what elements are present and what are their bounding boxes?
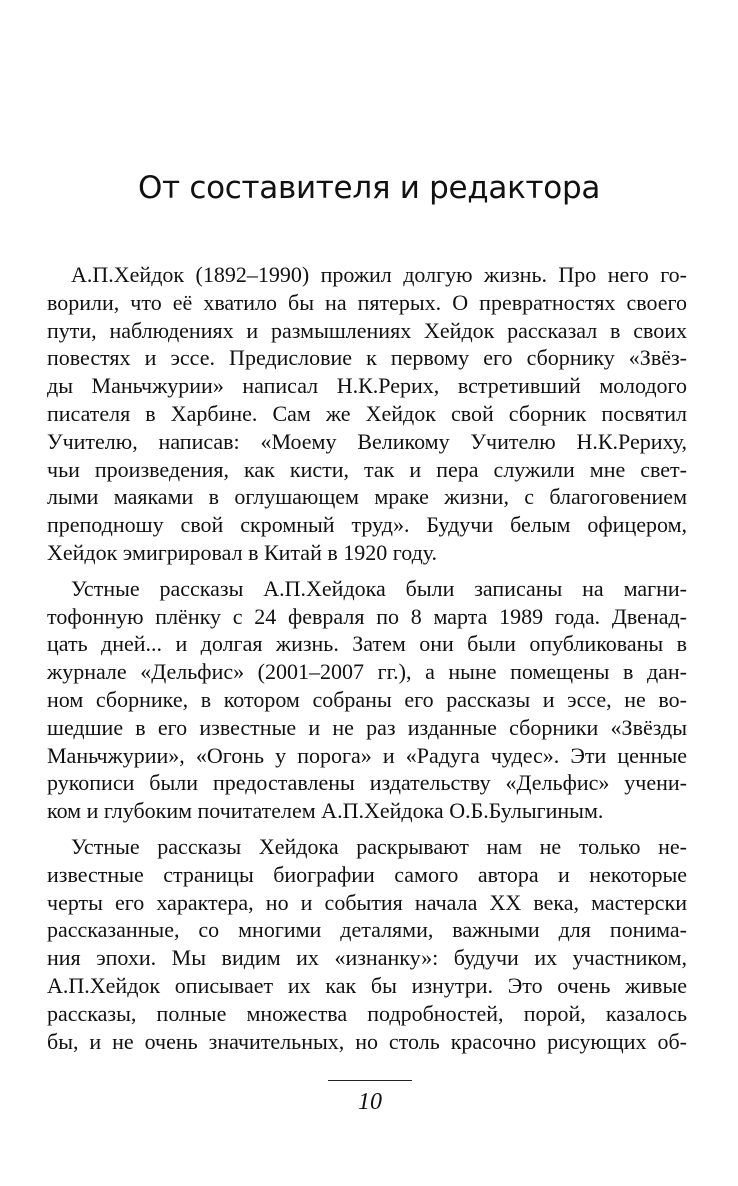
text-line: лыми маяками в оглушающем мраке жизни, с благоговением (47, 484, 687, 510)
text-line: шедшие в его известные и не раз изданные сборники «Звёзды (47, 714, 687, 740)
text-line: А.П.Хейдок (1892–1990) прожил долгую жизнь. Про него го- (71, 262, 687, 287)
text-line: бы, и не очень значительных, но столь красочно рисующих об- (47, 1028, 687, 1054)
text-line: Хейдок эмигрировал в Китай в 1920 году. (47, 539, 438, 565)
text-line: А.П.Хейдок описывает их как бы изнутри. Это очень живые (47, 972, 687, 998)
text-line: Устные рассказы А.П.Хейдока были записаны на магни- (71, 575, 687, 601)
text-line: пути, наблюдениях и размышлениях Хейдок рассказал в своих (47, 317, 687, 343)
text-line: повестях и эссе. Предисловие к первому его сборнику «Звёз- (47, 345, 687, 371)
body-text (47, 261, 687, 1063)
paragraph-1 (47, 261, 687, 567)
page-number: 10 (358, 1089, 382, 1115)
text-line: Учителю, написав: «Моему Великому Учителю Н.К.Рериху, (47, 428, 687, 454)
text-line: преподношу свой скромный труд». Будучи белым офицером, (47, 512, 687, 538)
page-title: От составителя и редактора (137, 170, 601, 206)
text-line: чьи произведения, как кисти, так и пера служили мне свет- (47, 456, 687, 482)
paragraph-2 (47, 575, 687, 825)
text-line: рассказанные, со многими деталями, важными для понима- (47, 917, 687, 943)
text-line: ды Маньчжурии» написал Н.К.Рерих, встретивший молодого (47, 373, 687, 399)
text-line: ком и глубоким почитателем А.П.Хейдока О.Б.Булыгиным. (47, 798, 604, 824)
text-line: черты его характера, но и события начала XX века, мастерски (47, 889, 687, 915)
text-line: рукописи были предоставлены издательству «Дельфис» учени- (47, 770, 687, 796)
text-line: Устные рассказы Хейдока раскрывают нам не только не- (71, 833, 687, 859)
text-line: цать дней... и долгая жизнь. Затем они были опубликованы в (47, 631, 687, 657)
text-line: журнале «Дельфис» (2001–2007 гг.), а ныне помещены в дан- (47, 659, 687, 685)
paragraph-3 (47, 833, 687, 1055)
text-line: ворили, что её хватило бы на пятерых. О превратностях своего (47, 289, 687, 315)
text-line: ном сборнике, в котором собраны его рассказы и эссе, не во- (47, 686, 687, 712)
text-line: рассказы, полные множества подробностей, порой, казалось (47, 1000, 687, 1026)
text-line: ния эпохи. Мы видим их «изнанку»: будучи их участником, (47, 945, 687, 971)
footer-divider (328, 1080, 412, 1081)
text-line: писателя в Харбине. Сам же Хейдок свой сборник посвятил (47, 400, 687, 426)
text-line: тофонную плёнку с 24 февраля по 8 марта 1989 года. Двенад- (47, 603, 687, 629)
text-line: Маньчжурии», «Огонь у порога» и «Радуга чудес». Эти ценные (47, 742, 687, 768)
text-line: известные страницы биографии самого автора и некоторые (47, 861, 687, 887)
